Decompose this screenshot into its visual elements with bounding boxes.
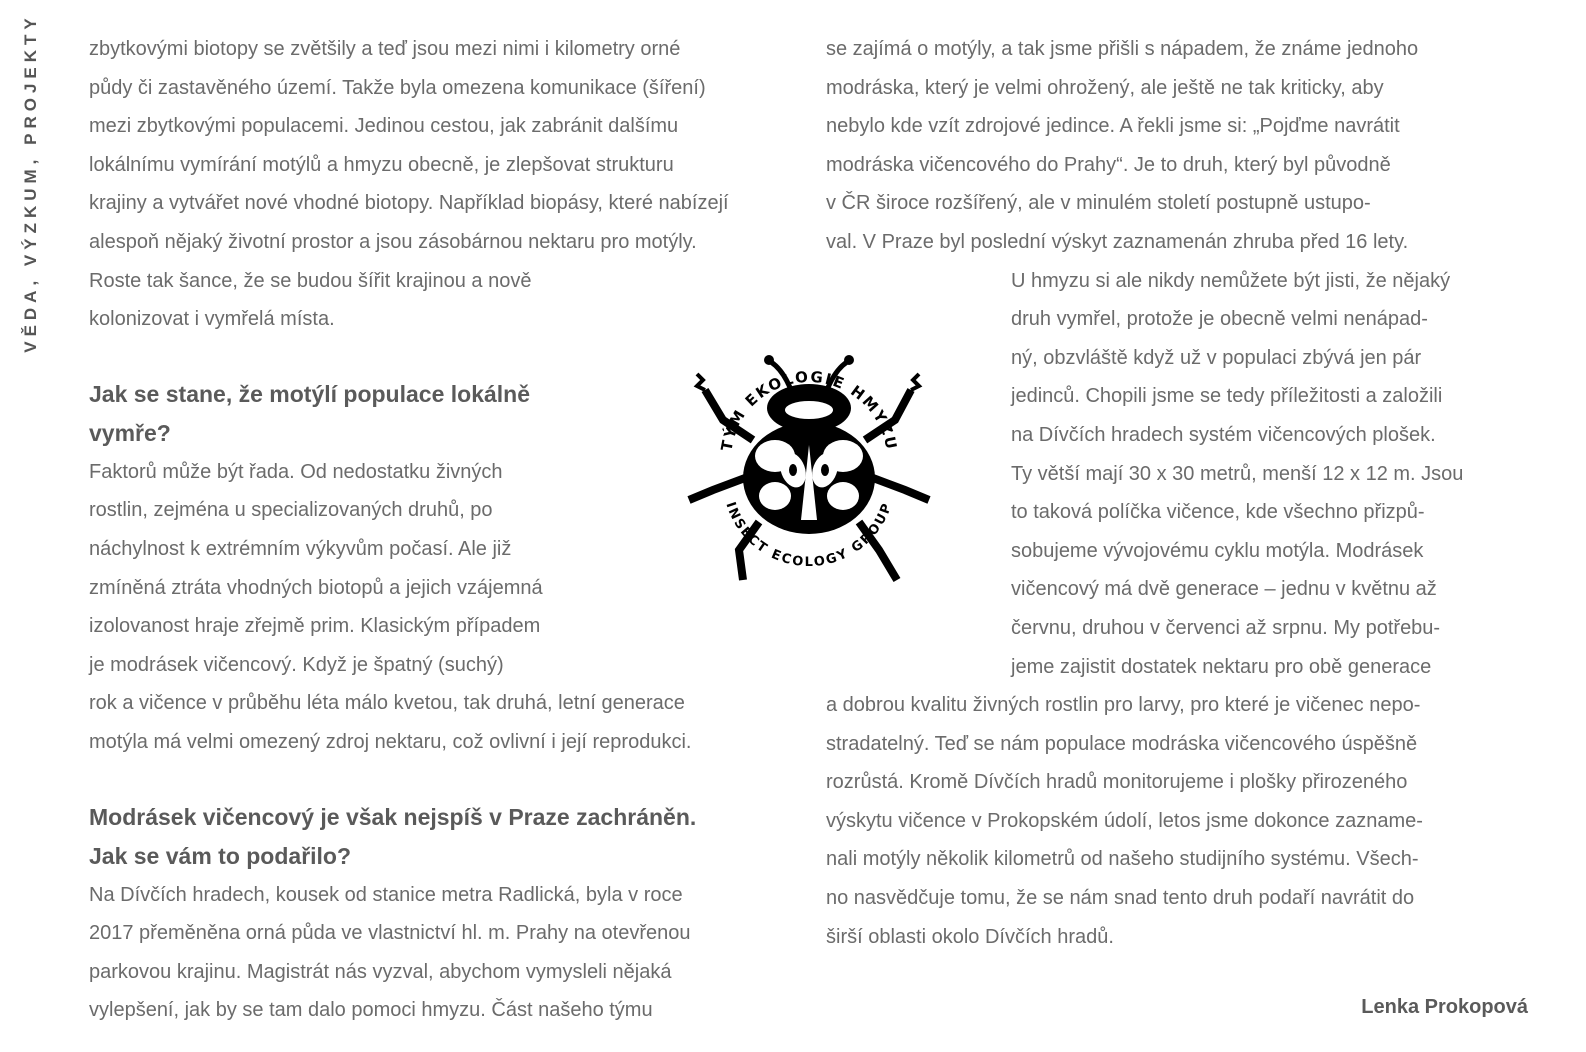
- text-line: U hmyzu si ale nikdy nemůžete být jisti, že nějaký: [1011, 269, 1451, 292]
- text-line: rostlin, zejména u specializovaných druhů, po: [89, 499, 493, 522]
- author-name: Lenka Prokopová: [1361, 996, 1528, 1018]
- heading-line: vymře?: [89, 419, 171, 446]
- text-line: no nasvědčuje tomu, že se nám snad tento druh podaří navrátit do: [826, 887, 1415, 910]
- logo-text-bottom: INSECT ECOLOGY GROUP: [722, 500, 896, 571]
- text-line: vičencový má dvě generace – jednu v květnu až: [1011, 578, 1437, 601]
- text-line: a dobrou kvalitu živných rostlin pro larvy, pro které je vičenec nepo-: [826, 694, 1421, 717]
- heading-line: Jak se vám to podařilo?: [89, 842, 352, 869]
- text-line: červnu, druhou v červenci až srpnu. My potřebu-: [1011, 616, 1441, 639]
- section-label: [14, 13, 48, 353]
- text-line: jedinců. Chopili jsme se tedy příležitosti a založili: [1011, 385, 1443, 408]
- text-line: Roste tak šance, že se budou šířit krajinou a nově: [89, 269, 532, 292]
- text-line: náchylnost k extrémním výkyvům počasí. Ale již: [89, 537, 512, 560]
- text-line: kolonizovat i vymřelá místa.: [89, 308, 335, 331]
- text-line: lokálnímu vymírání motýlů a hmyzu obecně, je zlepšovat strukturu: [89, 153, 674, 176]
- text-line: půdy či zastavěného území. Takže byla omezena komunikace (šíření): [89, 76, 706, 99]
- text-line: mezi zbytkovými populacemi. Jedinou cestou, jak zabránit dalšímu: [89, 115, 679, 138]
- text-line: Faktorů může být řada. Od nedostatku živných: [89, 460, 503, 483]
- text-line: nebylo kde vzít zdrojové jedince. A řekli jsme si: „Pojďme navrátit: [826, 115, 1400, 138]
- text-line: parkovou krajinu. Magistrát nás vyzval, abychom vymysleli nějaká: [89, 960, 672, 983]
- text-line: rozrůstá. Kromě Dívčích hradů monitorujeme i plošky přirozeného: [826, 771, 1408, 794]
- text-line: širší oblasti okolo Dívčích hradů.: [826, 925, 1114, 948]
- beetle-logo-icon: [683, 350, 935, 586]
- text-line: ný, obzvláště když už v populaci zbývá jen pár: [1011, 346, 1422, 369]
- text-line: zbytkovými biotopy se zvětšily a teď jsou mezi nimi i kilometry orné: [89, 38, 681, 60]
- heading-line: Modrásek vičencový je však nejspíš v Praze zachráněn.: [89, 803, 697, 830]
- text-line: nali motýly několik kilometrů od našeho studijního systému. Všech-: [826, 848, 1419, 871]
- paragraph-divci-hrady: [89, 876, 799, 1030]
- text-line: vylepšení, jak by se tam dalo pomoci hmyzu. Část našeho týmu: [89, 999, 653, 1022]
- question-heading-2: [89, 798, 799, 876]
- text-line: val. V Praze byl poslední výskyt zaznamenán zhruba před 16 lety.: [826, 230, 1409, 253]
- text-line: zmíněná ztráta vhodných biotopů a jejich vzájemná: [89, 576, 543, 599]
- text-line: 2017 přeměněna orná půda ve vlastnictví hl. m. Prahy na otevřenou: [89, 922, 691, 945]
- paragraph-butterfly-idea: [826, 30, 1546, 262]
- text-line: druh vymřel, protože je obecně velmi nenápad-: [1011, 308, 1428, 331]
- text-line: jeme zajistit dostatek nektaru pro obě generace: [1011, 655, 1432, 678]
- text-line: alespoň nějaký životní prostor a jsou zásobárnou nektaru pro motýly.: [89, 230, 697, 253]
- text-line: modráska, který je velmi ohrožený, ale ještě ne tak kriticky, aby: [826, 76, 1384, 99]
- text-line: stradatelný. Teď se nám populace modráska vičencového úspěšně: [826, 732, 1418, 755]
- text-line: v ČR široce rozšířený, ale v minulém století postupně ustupo-: [826, 192, 1371, 215]
- text-line: Na Dívčích hradech, kousek od stanice metra Radlická, byla v roce: [89, 883, 683, 906]
- heading-line: Jak se stane, že motýlí populace lokálně: [89, 380, 531, 407]
- text-line: je modrásek vičencový. Když je špatný (suchý): [89, 653, 504, 676]
- text-line: Ty větší mají 30 x 30 metrů, menší 12 x 12 m. Jsou: [1011, 462, 1464, 485]
- text-line: se zajímá o motýly, a tak jsme přišli s nápadem, že známe jednoho: [826, 38, 1419, 60]
- text-line: to taková políčka vičence, kde všechno přizpů-: [1011, 501, 1425, 524]
- text-line: izolovanost hraje zřejmě prim. Klasickým případem: [89, 615, 541, 638]
- text-line: modráska vičencového do Prahy“. Je to druh, který byl původně: [826, 153, 1391, 176]
- text-line: na Dívčích hradech systém vičencových plošek.: [1011, 423, 1436, 446]
- section-label-text: VĚDA, VÝZKUM, PROJEKTY: [21, 13, 40, 353]
- text-line: rok a vičence v průběhu léta málo kvetou, tak druhá, letní generace: [89, 692, 685, 715]
- text-line: výskytu vičence v Prokopském údolí, letos jsme dokonce zazname-: [826, 809, 1423, 832]
- paragraph-habitat: [89, 30, 799, 339]
- insect-ecology-group-logo: [683, 350, 935, 586]
- text-line: krajiny a vytvářet nové vhodné biotopy. Například biopásy, které nabízejí: [89, 192, 729, 215]
- logo-text-top: TÝM EKOLOGIE HMYZU: [717, 367, 901, 453]
- text-line: motýla má velmi omezený zdroj nektaru, což ovlivní i její reprodukci.: [89, 730, 692, 753]
- text-line: sobujeme vývojovému cyklu motýla. Modrásek: [1011, 539, 1424, 562]
